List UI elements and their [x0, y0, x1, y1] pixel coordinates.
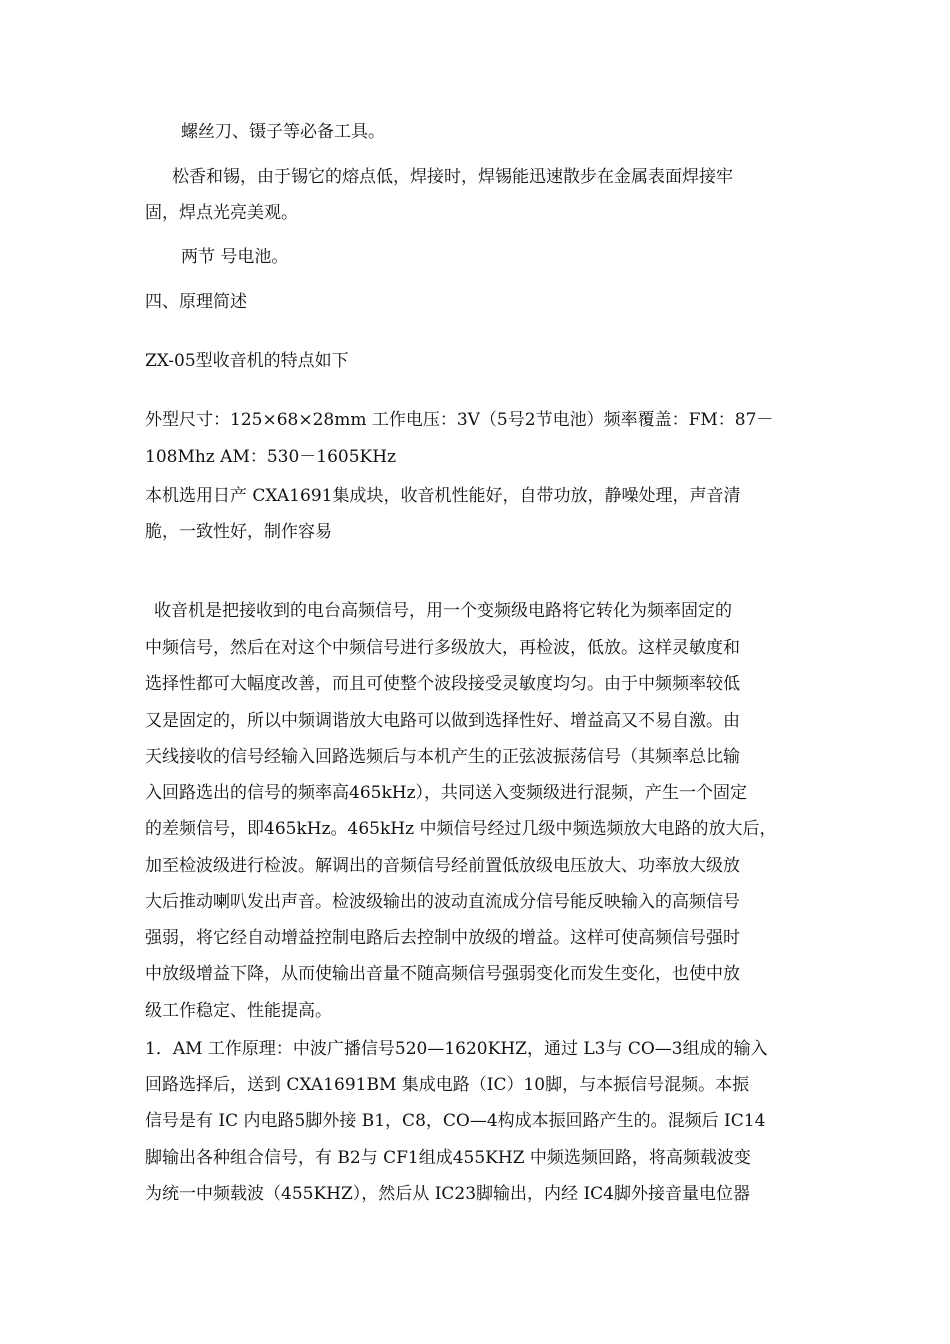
- principle-line: 选择性都可大幅度改善，而且可使整个波段接受灵敏度均匀。由于中频频率较低: [145, 674, 740, 694]
- principle-line: 加至检波级进行检波。解调出的音频信号经前置低放级电压放大、功率放大级放: [145, 856, 740, 876]
- tools-line: 螺丝刀、镊子等必备工具。: [181, 122, 385, 142]
- am-line: 信号是有 IC 内电路5脚外接 B1，C8，CO—4构成本振回路产生的。混频后 IC14: [145, 1111, 766, 1131]
- principle-line: 强弱，将它经自动增益控制电路后去控制中放级的增益。这样可使高频信号强时: [145, 928, 740, 948]
- am-line: 为统一中频载波（455KHZ），然后从 IC23脚输出，内经 IC4脚外接音量电位器: [145, 1184, 750, 1204]
- principle-line: 又是固定的，所以中频调谐放大电路可以做到选择性好、增益高又不易自激。由: [145, 711, 740, 731]
- principle-line: 大后推动喇叭发出声音。检波级输出的波动直流成分信号能反映输入的高频信号: [145, 892, 740, 912]
- principle-line: 级工作稳定、性能提高。: [145, 1001, 332, 1021]
- chip-line-2: 脆，一致性好，制作容易: [145, 522, 332, 542]
- solder-line-1: 松香和锡，由于锡它的熔点低，焊接时，焊锡能迅速散步在金属表面焊接牢: [172, 167, 733, 187]
- am-line: 回路选择后，送到 CXA1691BM 集成电路（IC）10脚，与本振信号混频。本振: [145, 1075, 750, 1095]
- spec-line-1: 外型尺寸：125×68×28mm 工作电压：3V（5号2节电池）频率覆盖：FM：87－: [145, 410, 774, 430]
- chip-line-1: 本机选用日产 CXA1691集成块，收音机性能好，自带功放，静噪处理，声音清: [145, 486, 741, 506]
- battery-line: 两节 号电池。: [181, 247, 289, 267]
- principle-line: 中放级增益下降，从而使输出音量不随高频信号强弱变化而发生变化，也使中放: [145, 964, 740, 984]
- principle-line: 入回路选出的信号的频率高465kHz），共同送入变频级进行混频，产生一个固定: [145, 783, 748, 803]
- am-line: 脚输出各种组合信号，有 B2与 CF1组成455KHZ 中频选频回路，将高频载波变: [145, 1148, 751, 1168]
- principle-line: 天线接收的信号经输入回路选频后与本机产生的正弦波振荡信号（其频率总比输: [145, 747, 740, 767]
- section-heading: 四、原理简述: [145, 292, 247, 312]
- principle-line: 中频信号，然后在对这个中频信号进行多级放大，再检波，低放。这样灵敏度和: [145, 638, 740, 658]
- solder-line-2: 固，焊点光亮美观。: [145, 203, 298, 223]
- am-line: 1．AM 工作原理：中波广播信号520—1620KHZ，通过 L3与 CO—3组成的输入: [145, 1039, 768, 1059]
- features-heading: ZX-05型收音机的特点如下: [145, 351, 349, 371]
- principle-line: 的差频信号，即465kHz。465kHz 中频信号经过几级中频选频放大电路的放大后，: [145, 819, 777, 839]
- principle-line: 收音机是把接收到的电台高频信号，用一个变频级电路将它转化为频率固定的: [154, 601, 732, 621]
- spec-line-2: 108Mhz AM：530－1605KHz: [145, 447, 397, 467]
